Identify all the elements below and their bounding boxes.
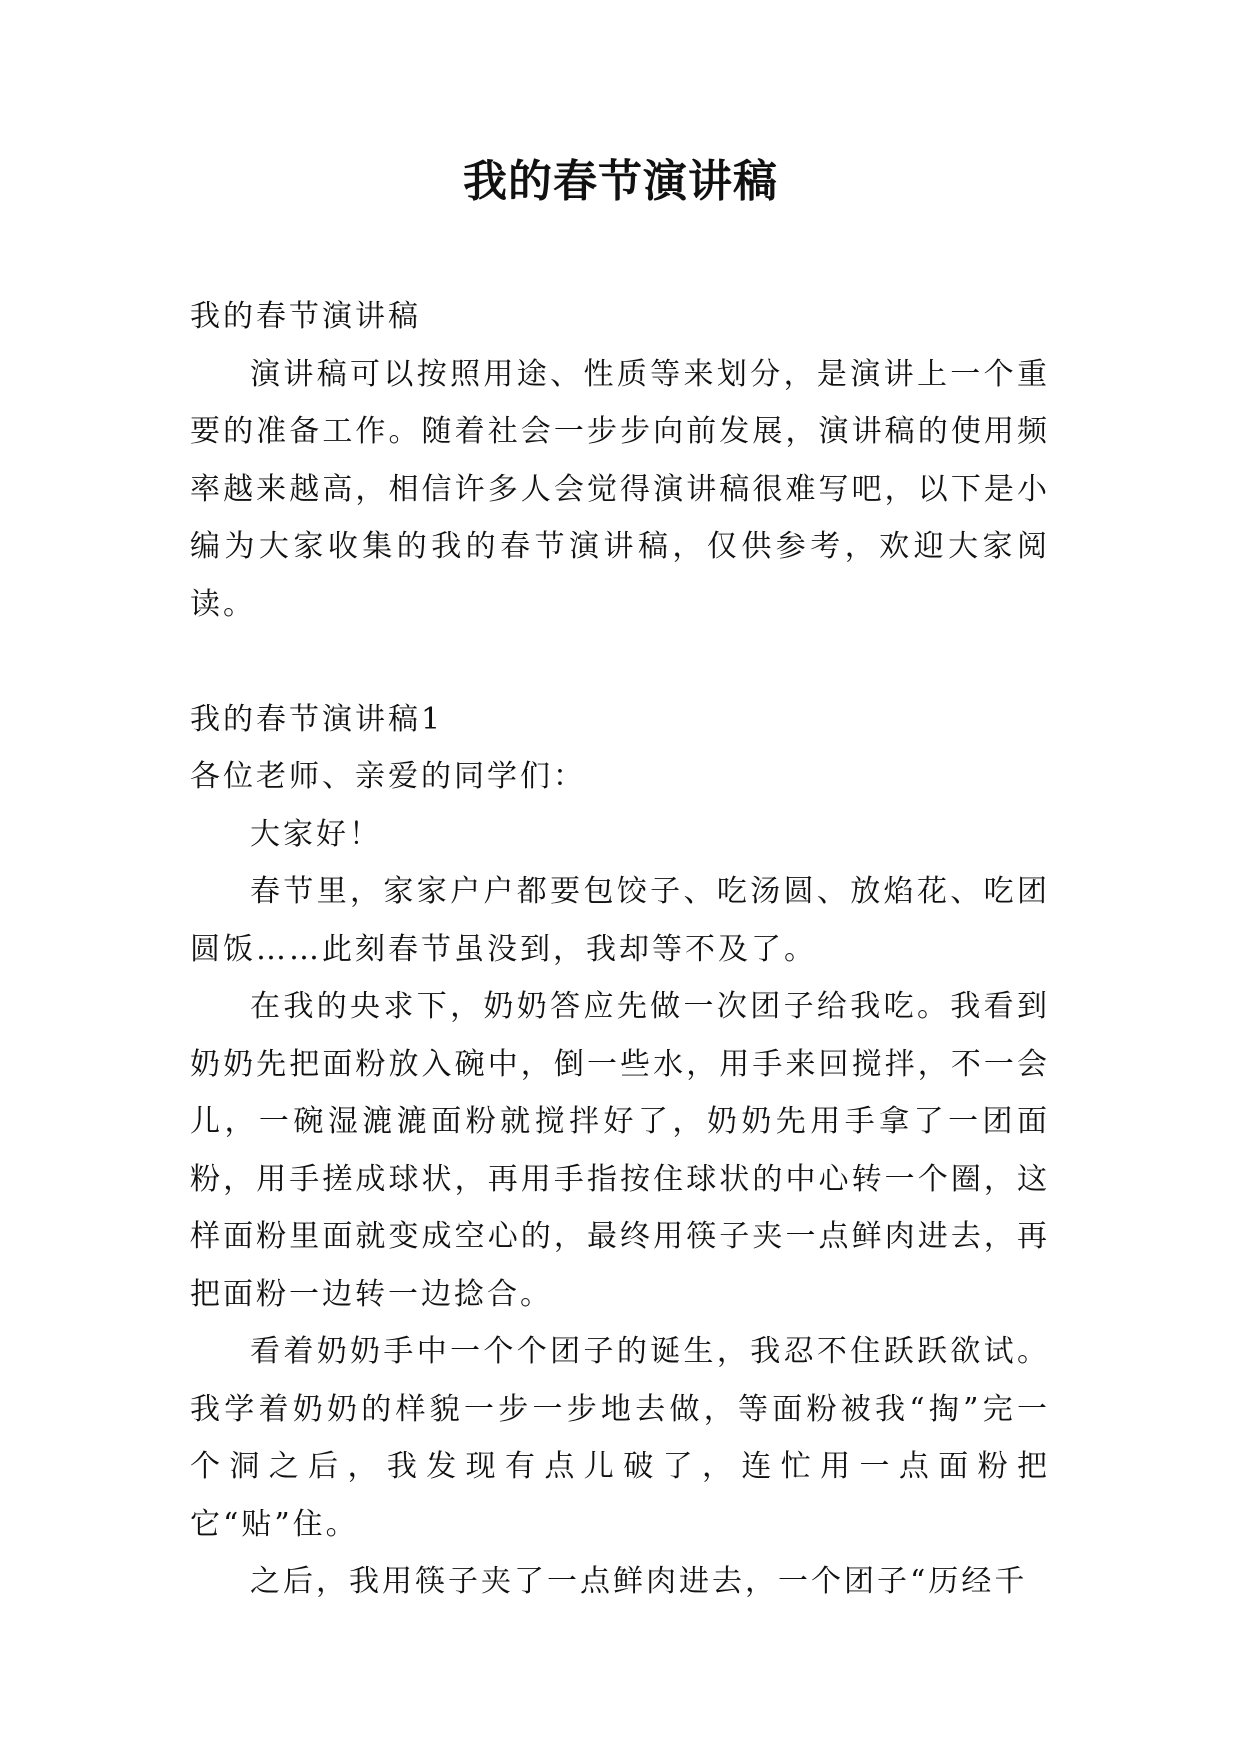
section-spacer [190,633,1050,691]
body-paragraph: 看着奶奶手中一个个团子的诞生，我忍不住跃跃欲试。我学着奶奶的样貌一步一步地去做，等面粉被我“掏”完一个洞之后，我发现有点儿破了，连忙用一点面粉把它“贴”住。 [190,1334,1050,1542]
section-heading: 我的春节演讲稿1 [190,701,444,737]
intro-paragraph: 演讲稿可以按照用途、性质等来划分，是演讲上一个重要的准备工作。随着社会一步步向前发展，演讲稿的使用频率越来越高，相信许多人会觉得演讲稿很难写吧，以下是小编为大家收集的我的春节演讲稿，仅供参考，欢迎大家阅读。 [190,356,1050,622]
salutation: 各位老师、亲爱的同学们： [190,759,586,794]
subtitle: 我的春节演讲稿 [190,299,421,334]
document-title: 我的春节演讲稿 [463,156,778,207]
greeting: 大家好！ [250,816,382,852]
body-paragraph: 春节里，家家户户都要包饺子、吃汤圆、放焰花、吃团圆饭……此刻春节虽没到，我却等不及了。 [190,874,1050,967]
document-body [190,288,1050,1611]
body-paragraph: 之后，我用筷子夹了一点鲜肉进去，一个团子“历经千 [250,1564,1028,1599]
body-paragraph: 在我的央求下，奶奶答应先做一次团子给我吃。我看到奶奶先把面粉放入碗中，倒一些水，用手来回搅拌，不一会儿，一碗湿漉漉面粉就搅拌好了，奶奶先用手拿了一团面粉，用手搓成球状，再用手指按住球状的中心转一个圈，这样面粉里面就变成空心的，最终用筷子夹一点鲜肉进去，再把面粉一边转一边捻合。 [190,989,1050,1312]
